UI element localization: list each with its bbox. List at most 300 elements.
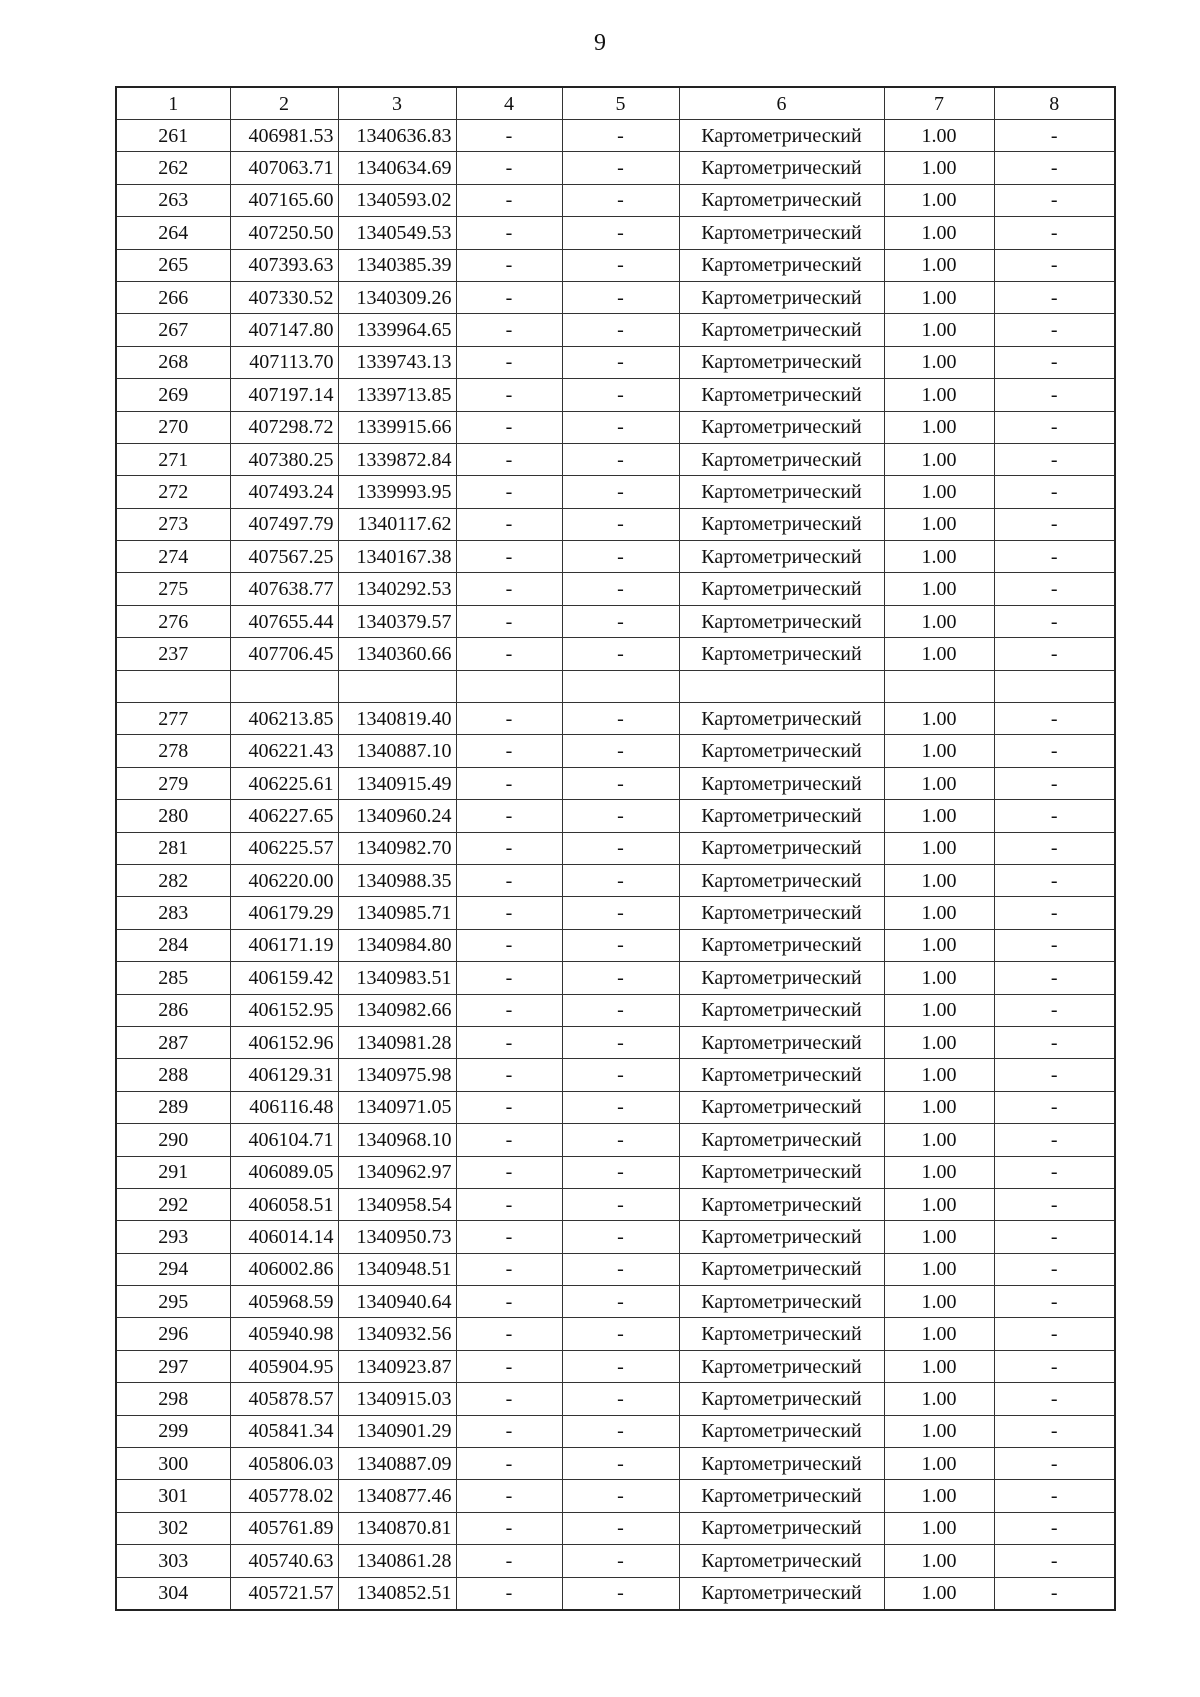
table-cell: 1340915.49 [338,767,456,799]
table-cell: 405878.57 [230,1383,338,1415]
table-row [116,152,1115,184]
table-cell [562,670,679,702]
table-cell: - [994,1286,1115,1318]
table-cell: - [456,508,562,540]
table-row [116,217,1115,249]
table-cell: 1.00 [884,864,994,896]
table-cell: 1339993.95 [338,476,456,508]
table-cell: 304 [116,1577,230,1610]
table-cell: - [562,1188,679,1220]
table-cell: 1340982.70 [338,832,456,864]
table-cell: - [562,249,679,281]
table-cell: 407165.60 [230,184,338,216]
table-cell: 1340983.51 [338,962,456,994]
table-cell: Картометрический [679,1318,884,1350]
table-cell: - [562,1059,679,1091]
table-cell: 274 [116,541,230,573]
table-cell: 406171.19 [230,929,338,961]
table-cell: 1340968.10 [338,1124,456,1156]
table-cell: 406220.00 [230,864,338,896]
table-cell: 1340634.69 [338,152,456,184]
table-cell: 1.00 [884,443,994,475]
table-cell: 296 [116,1318,230,1350]
table-cell: - [456,1221,562,1253]
table-cell: 1.00 [884,735,994,767]
page-number: 9 [594,30,606,56]
table-cell: 1.00 [884,314,994,346]
table-cell: - [456,1480,562,1512]
table-row [116,832,1115,864]
table-cell: Картометрический [679,1350,884,1382]
table-row [116,1059,1115,1091]
table-cell: 1.00 [884,1577,994,1610]
table-cell: - [456,897,562,929]
table-cell: 407493.24 [230,476,338,508]
column-header: 3 [338,87,456,120]
table-cell: 1340852.51 [338,1577,456,1610]
table-cell: 1339743.13 [338,346,456,378]
table-cell: Картометрический [679,638,884,670]
table-cell: 406227.65 [230,800,338,832]
table-cell: - [994,1124,1115,1156]
table-cell: - [456,1026,562,1058]
table-cell: 407197.14 [230,379,338,411]
table-cell: Картометрический [679,281,884,313]
table-row [116,735,1115,767]
table-cell: - [456,1156,562,1188]
table-cell: - [562,1253,679,1285]
table-cell: - [562,1350,679,1382]
table-cell: - [456,735,562,767]
table-cell: 264 [116,217,230,249]
table-cell: 1340958.54 [338,1188,456,1220]
table-cell: Картометрический [679,541,884,573]
table-cell: 1.00 [884,767,994,799]
table-cell: 1.00 [884,1350,994,1382]
table-cell: 1.00 [884,832,994,864]
table-cell: - [456,1318,562,1350]
table-cell: Картометрический [679,411,884,443]
table-cell: 405841.34 [230,1415,338,1447]
table-cell: 406159.42 [230,962,338,994]
table-cell: 1340379.57 [338,605,456,637]
table-cell: 1.00 [884,1253,994,1285]
table-cell: 407250.50 [230,217,338,249]
table-row [116,1480,1115,1512]
table-cell: 406221.43 [230,735,338,767]
table-cell: 301 [116,1480,230,1512]
table-cell: 281 [116,832,230,864]
table-cell: 406981.53 [230,120,338,152]
table-cell: 279 [116,767,230,799]
table-cell: 1.00 [884,929,994,961]
table-cell: 1340593.02 [338,184,456,216]
table-cell: - [562,864,679,896]
table-cell: - [562,443,679,475]
table-cell: 406213.85 [230,703,338,735]
table-cell: Картометрический [679,152,884,184]
table-cell: 407638.77 [230,573,338,605]
table-cell: 1340960.24 [338,800,456,832]
table-cell: 1340292.53 [338,573,456,605]
table-cell: - [994,767,1115,799]
table-cell: 1340870.81 [338,1512,456,1544]
table-cell: - [562,314,679,346]
table-cell: - [994,800,1115,832]
table-cell: - [456,1091,562,1123]
table-cell: - [562,962,679,994]
table-cell: - [562,1156,679,1188]
table-cell [116,670,230,702]
table-cell: - [456,1253,562,1285]
table-cell: 1340940.64 [338,1286,456,1318]
table-cell: - [994,1545,1115,1577]
table-cell: - [456,1286,562,1318]
table-cell: - [562,735,679,767]
table-cell: Картометрический [679,735,884,767]
table-cell: - [562,1026,679,1058]
table-cell: - [994,476,1115,508]
table-cell: 1.00 [884,1512,994,1544]
table-row [116,249,1115,281]
table-cell: Картометрический [679,1448,884,1480]
table-cell: - [994,1221,1115,1253]
table-cell: - [562,573,679,605]
table-cell: - [562,1512,679,1544]
table-cell: 271 [116,443,230,475]
table-cell: 275 [116,573,230,605]
table-cell: 273 [116,508,230,540]
table-cell: Картометрический [679,897,884,929]
table-cell: - [994,314,1115,346]
table-row [116,508,1115,540]
table-cell: - [456,379,562,411]
table-cell: - [562,1448,679,1480]
table-cell: 299 [116,1415,230,1447]
table-body [116,87,1115,1610]
table-cell: 1340549.53 [338,217,456,249]
table-cell: - [456,1188,562,1220]
table-cell: 407567.25 [230,541,338,573]
table-cell: - [562,605,679,637]
table-cell: Картометрический [679,443,884,475]
table-cell: 266 [116,281,230,313]
table-cell: 1339915.66 [338,411,456,443]
table-cell: Картометрический [679,573,884,605]
table-cell: 1340950.73 [338,1221,456,1253]
table-row [116,1318,1115,1350]
table-cell: - [994,346,1115,378]
table-cell: 280 [116,800,230,832]
table-cell: 1.00 [884,703,994,735]
table-cell: 1340887.09 [338,1448,456,1480]
table-cell: 1340915.03 [338,1383,456,1415]
table-cell: Картометрический [679,120,884,152]
table-cell: - [994,508,1115,540]
table-row [116,1156,1115,1188]
table-cell: 1339713.85 [338,379,456,411]
table-cell: 1.00 [884,638,994,670]
table-cell: - [456,1577,562,1610]
table-cell: 1340985.71 [338,897,456,929]
table-cell: - [994,1091,1115,1123]
table-cell: 1.00 [884,1383,994,1415]
table-cell: 1.00 [884,1318,994,1350]
table-cell: 1.00 [884,1091,994,1123]
table-cell: - [456,962,562,994]
table-cell: 291 [116,1156,230,1188]
table-cell: 287 [116,1026,230,1058]
table-cell: 1.00 [884,994,994,1026]
table-cell: 300 [116,1448,230,1480]
table-cell: - [994,443,1115,475]
table-cell: 295 [116,1286,230,1318]
table-cell: 1340981.28 [338,1026,456,1058]
table-cell: 407298.72 [230,411,338,443]
table-cell: - [456,152,562,184]
table-cell: 294 [116,1253,230,1285]
table-cell: - [562,994,679,1026]
table-cell: Картометрический [679,1577,884,1610]
table-cell: 1340636.83 [338,120,456,152]
table-row [116,1577,1115,1610]
table-cell: 1340887.10 [338,735,456,767]
table-cell: - [562,508,679,540]
table-cell: - [456,346,562,378]
table-cell: 1340975.98 [338,1059,456,1091]
table-cell: - [994,994,1115,1026]
table-cell: 1.00 [884,281,994,313]
table-cell: 405778.02 [230,1480,338,1512]
table-cell: 1340167.38 [338,541,456,573]
table-cell: - [562,1124,679,1156]
table-cell: Картометрический [679,217,884,249]
table-row [116,120,1115,152]
table-row [116,541,1115,573]
column-header: 5 [562,87,679,120]
table-cell: - [562,1318,679,1350]
table-cell: - [456,249,562,281]
table-cell: - [562,1091,679,1123]
table-cell: 1.00 [884,152,994,184]
table-cell: - [456,1059,562,1091]
table-cell: Картометрический [679,314,884,346]
column-header: 7 [884,87,994,120]
table-cell: Картометрический [679,1383,884,1415]
table-cell: 262 [116,152,230,184]
table-cell: 1.00 [884,800,994,832]
table-cell: 406116.48 [230,1091,338,1123]
table-cell: 406014.14 [230,1221,338,1253]
table-row [116,670,1115,702]
table-cell [338,670,456,702]
table-cell: Картометрический [679,767,884,799]
table-cell: - [562,703,679,735]
table-cell: 1.00 [884,1221,994,1253]
table-row [116,1448,1115,1480]
table-cell: 285 [116,962,230,994]
table-cell: 290 [116,1124,230,1156]
table-cell: - [994,1253,1115,1285]
table-cell: 302 [116,1512,230,1544]
table-cell: 406152.95 [230,994,338,1026]
table-cell: - [994,832,1115,864]
table-cell: Картометрический [679,1124,884,1156]
table-cell: - [994,379,1115,411]
table-cell: 1340984.80 [338,929,456,961]
table-cell: - [994,962,1115,994]
table-row [116,1512,1115,1544]
table-cell: Картометрический [679,1156,884,1188]
table-cell: 268 [116,346,230,378]
table-cell: - [994,1512,1115,1544]
table-cell: - [562,832,679,864]
table-row [116,605,1115,637]
table-cell [679,670,884,702]
table-cell: - [994,1059,1115,1091]
table-cell: - [456,832,562,864]
table-cell: - [456,1545,562,1577]
table-cell: 1340988.35 [338,864,456,896]
table-cell: 267 [116,314,230,346]
table-cell: 1340982.66 [338,994,456,1026]
table-cell: Картометрический [679,1512,884,1544]
table-cell: 298 [116,1383,230,1415]
table-cell: - [562,1383,679,1415]
table-cell: 406225.57 [230,832,338,864]
table-row [116,379,1115,411]
table-cell: - [456,1448,562,1480]
table-cell: - [456,217,562,249]
table-cell: - [994,1383,1115,1415]
table-cell: 1340932.56 [338,1318,456,1350]
table-cell: - [456,476,562,508]
table-cell: - [456,281,562,313]
table-cell: - [562,1415,679,1447]
table-cell: - [562,379,679,411]
table-row [116,411,1115,443]
table-row [116,346,1115,378]
table-cell: - [562,1577,679,1610]
table-cell: - [562,638,679,670]
table-cell: 1.00 [884,1480,994,1512]
table-cell: - [456,1512,562,1544]
table-cell: - [994,1188,1115,1220]
table-cell: - [994,1318,1115,1350]
table-cell: 405721.57 [230,1577,338,1610]
table-cell: 1340877.46 [338,1480,456,1512]
table-row [116,897,1115,929]
table-cell: - [456,314,562,346]
table-cell: - [456,1415,562,1447]
table-cell: Картометрический [679,864,884,896]
table-cell: 289 [116,1091,230,1123]
table-cell: - [994,735,1115,767]
table-row [116,1091,1115,1123]
table-cell: 1.00 [884,1448,994,1480]
table-cell: - [562,120,679,152]
table-cell: 1.00 [884,1545,994,1577]
table-cell: 292 [116,1188,230,1220]
table-cell: - [562,929,679,961]
table-cell: 1340309.26 [338,281,456,313]
table-cell: 407655.44 [230,605,338,637]
table-cell: 1.00 [884,897,994,929]
table-cell: 1339872.84 [338,443,456,475]
table-cell: 293 [116,1221,230,1253]
table-cell: Картометрический [679,1253,884,1285]
table-cell: 1.00 [884,573,994,605]
table-row [116,184,1115,216]
table-row [116,864,1115,896]
table-cell: 269 [116,379,230,411]
table-cell: 1.00 [884,184,994,216]
table-cell: - [456,184,562,216]
table-row [116,1253,1115,1285]
table-cell: 406058.51 [230,1188,338,1220]
table-cell: - [994,184,1115,216]
table-cell: - [456,411,562,443]
table-cell: - [994,1350,1115,1382]
table-cell: - [994,249,1115,281]
table-cell: 405940.98 [230,1318,338,1350]
table-cell: 1340971.05 [338,1091,456,1123]
table-row [116,1026,1115,1058]
table-cell: 406104.71 [230,1124,338,1156]
table-cell: 1.00 [884,605,994,637]
table-cell: 1.00 [884,1026,994,1058]
table-cell: 284 [116,929,230,961]
table-cell: 1.00 [884,217,994,249]
table-cell: 1340861.28 [338,1545,456,1577]
column-header: 8 [994,87,1115,120]
table-cell [230,670,338,702]
table-cell: Картометрический [679,1286,884,1318]
table-cell: - [456,605,562,637]
column-header: 1 [116,87,230,120]
table-cell: 1.00 [884,1124,994,1156]
table-cell: - [994,703,1115,735]
table-cell: 286 [116,994,230,1026]
table-row [116,994,1115,1026]
table-cell: Картометрический [679,1480,884,1512]
table-cell: 406179.29 [230,897,338,929]
table-cell: 1.00 [884,120,994,152]
table-cell: - [456,864,562,896]
table-cell: Картометрический [679,1059,884,1091]
table-cell: - [456,541,562,573]
table-cell: Картометрический [679,605,884,637]
table-cell: 1.00 [884,1286,994,1318]
table-cell: - [994,152,1115,184]
table-cell: 406152.96 [230,1026,338,1058]
table-cell: - [456,800,562,832]
table-cell: - [562,541,679,573]
table-cell: 297 [116,1350,230,1382]
table-cell: - [562,346,679,378]
table-cell: - [994,411,1115,443]
table-row [116,962,1115,994]
table-cell: - [456,929,562,961]
table-cell: 406089.05 [230,1156,338,1188]
table-cell: Картометрический [679,476,884,508]
table-cell: Картометрический [679,184,884,216]
table-cell: 270 [116,411,230,443]
table-cell: - [994,573,1115,605]
table-cell: 405806.03 [230,1448,338,1480]
table-cell: - [994,1577,1115,1610]
table-cell [994,670,1115,702]
